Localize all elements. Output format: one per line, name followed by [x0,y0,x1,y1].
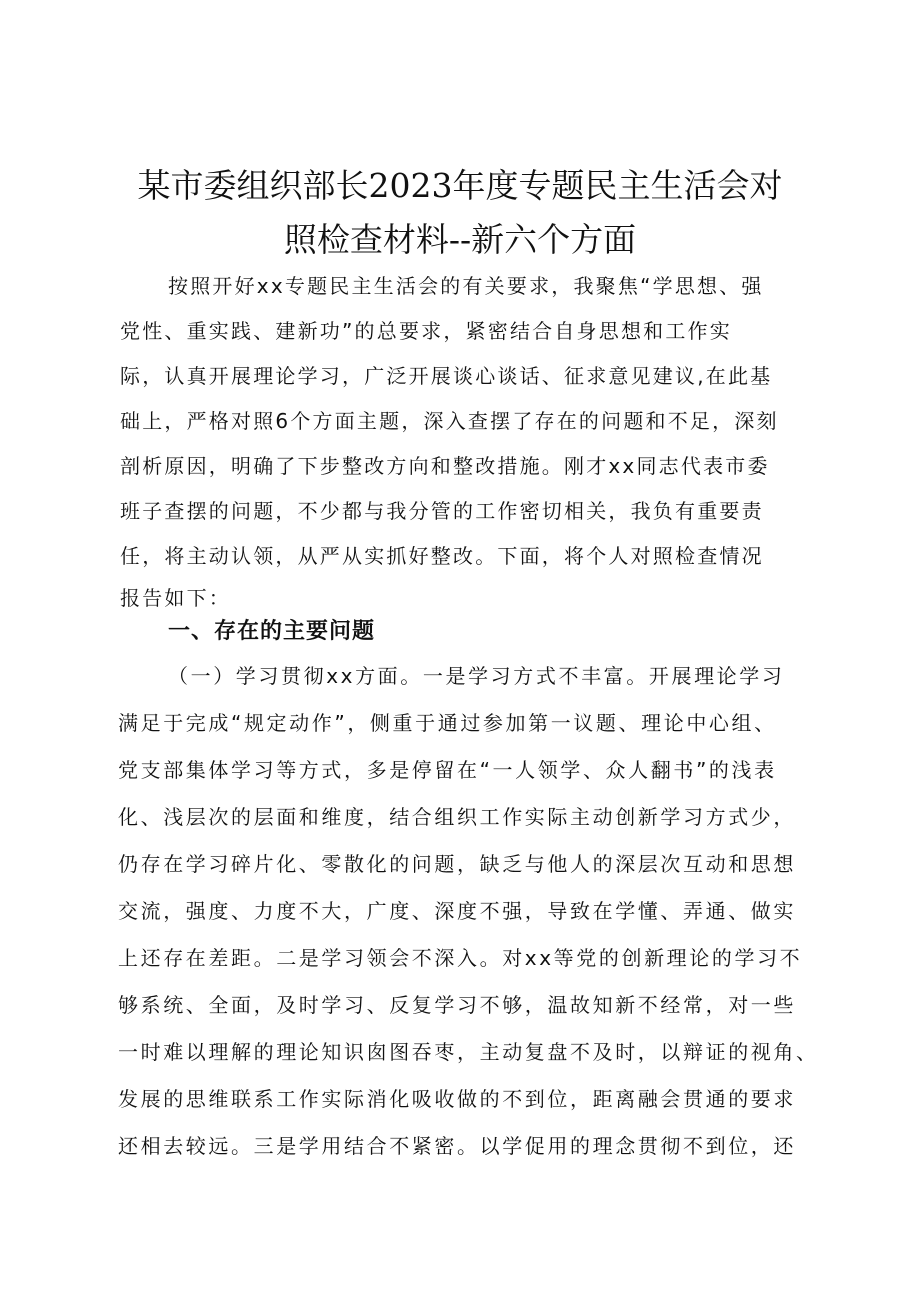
body-line: 一时难以理解的理论知识囱图吞枣，主动复盘不及时，以辩证的视角、 [118,1040,819,1064]
body-line: 满足于完成“规定动作”，侧重于通过参加第一议题、理论中心组、 [118,711,777,735]
body-line: 仍存在学习碎片化、零散化的问题，缺乏与他人的深层次互动和思想 [118,852,796,876]
body-line: 还相去较远。三是学用结合不紧密。以学促用的理念贯彻不到位，还 [118,1134,796,1158]
body-line: 够系统、全面，及时学习、反复学习不够，温故知新不经常，对一些 [118,993,796,1017]
body-line: 党支部集体学习等方式，多是停留在“一人领学、众人翻书”的浅表 [118,758,777,782]
body-line: 发展的思维联系工作实际消化吸收做的不到位，距离融会贯通的要求 [118,1087,796,1111]
intro-line: 任，将主动认领，从严从实抓好整改。下面，将个人对照检查情况 [120,544,764,568]
body-line: 上还存在差距。二是学习领会不深入。对xx等党的创新理论的学习不 [118,946,803,970]
body-line: 交流，强度、力度不大，广度、深度不强，导致在学懂、弄通、做实 [118,899,796,923]
body-line: 化、浅层次的层面和维度，结合组织工作实际主动创新学习方式少， [118,805,796,829]
intro-line: 报告如下： [120,586,231,610]
section-heading: 一、存在的主要问题 [168,619,376,644]
body-line: （一）学习贯彻xx方面。一是学习方式不丰富。开展理论学习 [168,664,785,688]
intro-line: 剖析原因，明确了下步整改方向和整改措施。刚才xx同志代表市委 [120,454,770,478]
intro-line: 际，认真开展理论学习，广泛开展谈心谈话、征求意见建议,在此基 [120,364,773,388]
intro-line: 按照开好xx专题民主生活会的有关要求，我聚焦“学思想、强 [168,274,764,298]
intro-line: 班子查摆的问题，不少都与我分管的工作密切相关，我负有重要责 [120,499,764,523]
intro-line: 础上，严格对照6个方面主题，深入查摆了存在的问题和不足，深刻 [120,409,779,433]
document-title-line-1: 某市委组织部长2023年度专题民主生活会对 [137,166,783,205]
intro-line: 党性、重实践、建新功”的总要求，紧密结合自身思想和工作实 [120,319,732,343]
document-title-line-2: 照检查材料--新六个方面 [283,220,637,259]
